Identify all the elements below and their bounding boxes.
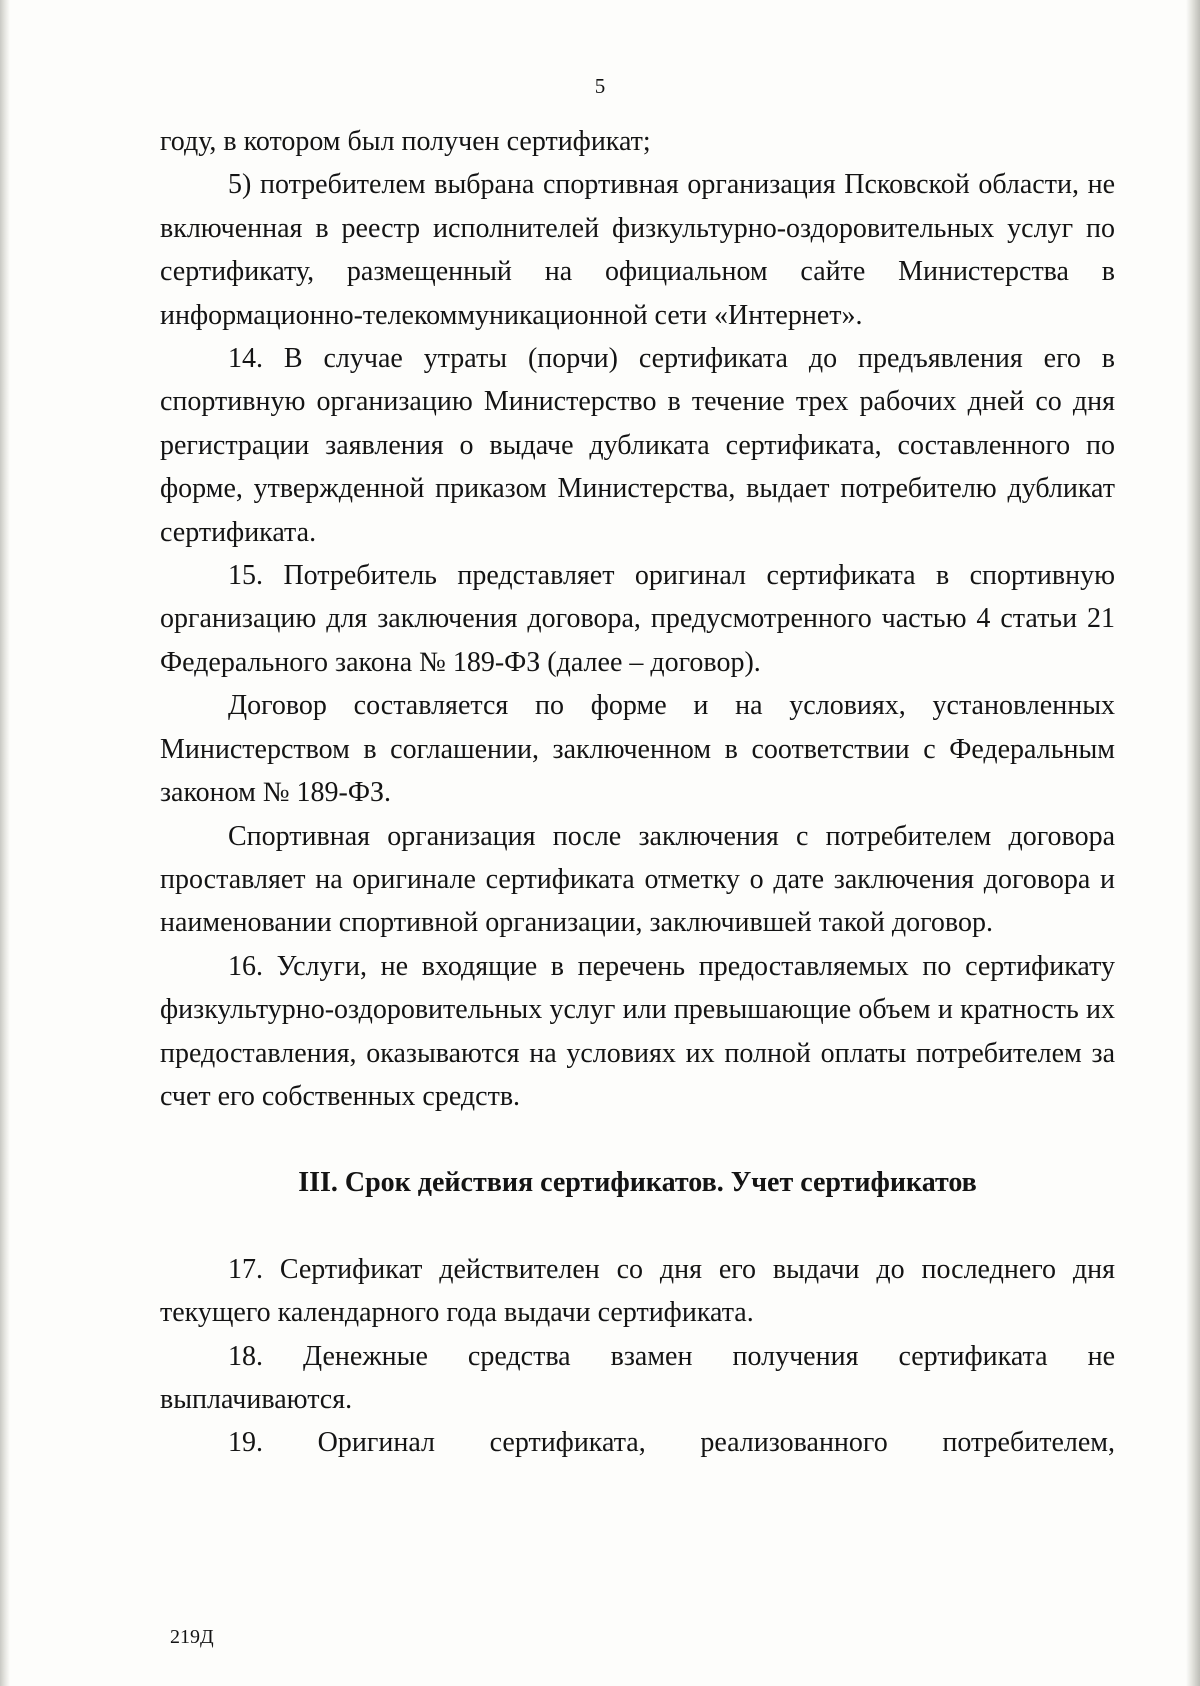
paragraph-continuation: году, в котором был получен сертификат;	[160, 126, 651, 157]
section-heading: III. Срок действия сертификатов. Учет сертификатов	[298, 1167, 977, 1199]
heading-spacer-bottom	[160, 1205, 1115, 1248]
paragraph-sport-org-mark: Спортивная организация после заключения с потребителем договора проставляет на оригинале сертификата отметку о дате заключения договора и наименовании спортивной организации, заключившей такой договор.	[160, 820, 1115, 939]
paragraph-clause-14: 14. В случае утраты (порчи) сертификата до предъявления его в спортивную организацию Министерство в течение трех рабочих дней со дня регистрации заявления о выдаче дубликата сертификата, составленного по форме, утвержденной приказом Министерства, выдает потребителю дубликат сертификата.	[160, 343, 1115, 548]
paragraph-clause-16: 16. Услуги, не входящие в перечень предоставляемых по сертификату физкультурно-оздоровительных услуг или превышающие объем и кратность их предоставления, оказываются на условиях их полной оплаты потребителем за счет его собственных средств.	[160, 950, 1115, 1112]
scan-edge-left	[0, 0, 10, 1686]
paragraph-item-5: 5) потребителем выбрана спортивная организация Псковской области, не включенная в реестр исполнителей физкультурно-оздоровительных услуг по сертификату, размещенный на официальном сайте Министерства в информационно-телекоммуникационной сети «Интернет».	[160, 169, 1115, 331]
paragraph-clause-15: 15. Потребитель представляет оригинал сертификата в спортивную организацию для заключения договора, предусмотренного частью 4 статьи 21 Федерального закона № 189-ФЗ (далее – договор).	[160, 560, 1115, 678]
scan-edge-right	[1186, 0, 1200, 1686]
paragraph-clause-17: 17. Сертификат действителен со дня его выдачи до последнего дня текущего календарного года выдачи сертификата.	[160, 1253, 1115, 1329]
paragraph-clause-18: 18. Денежные средства взамен получения сертификата не выплачиваются.	[160, 1340, 1115, 1415]
paragraph-contract-form: Договор составляется по форме и на условиях, установленных Министерством в соглашении, заключенном в соответствии с Федеральным законом № 189-ФЗ.	[160, 690, 1115, 809]
footer-document-code: 219Д	[170, 1626, 214, 1648]
paragraph-clause-19: 19. Оригинал сертификата, реализованного потребителем,	[228, 1427, 1115, 1459]
page-number: 5	[594, 74, 606, 98]
heading-spacer-top	[160, 1118, 1115, 1161]
document-body	[160, 120, 1115, 1465]
